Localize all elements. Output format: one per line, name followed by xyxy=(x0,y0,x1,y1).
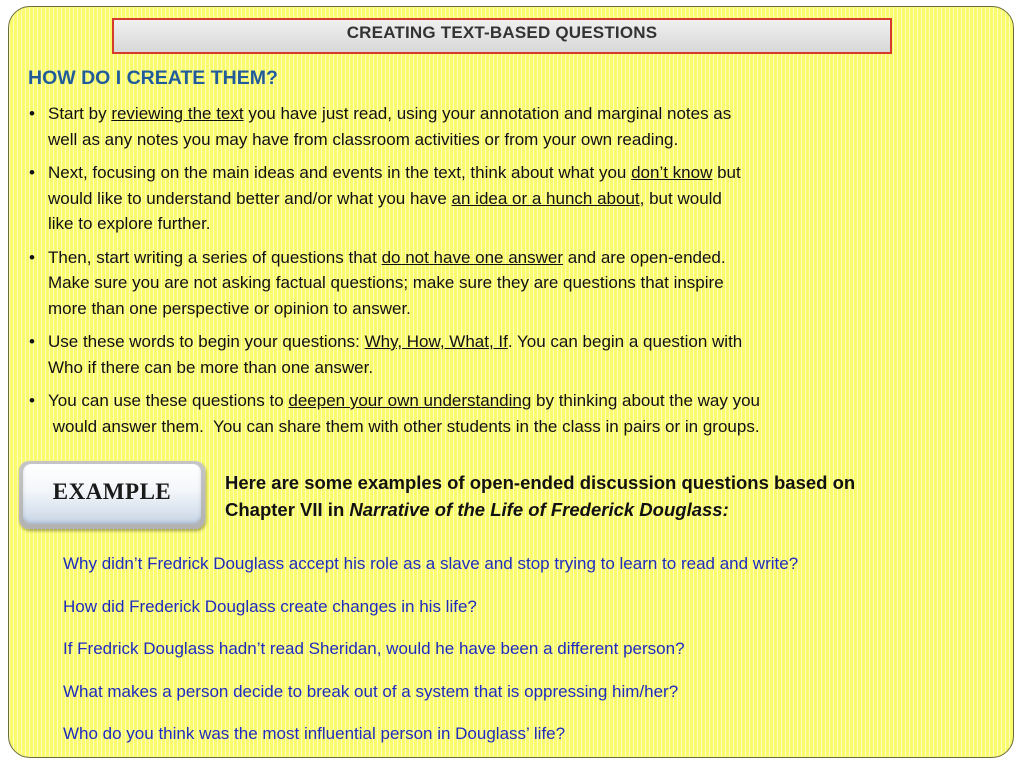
bullet-text: Make sure you are not asking factual questions; make sure they are questions that inspire xyxy=(48,273,724,292)
bullet-text: Use these words to begin your questions: xyxy=(48,332,365,351)
bullet-underlined-text: reviewing the text xyxy=(111,104,244,123)
example-label: EXAMPLE xyxy=(52,479,172,504)
bullet-text: , but would xyxy=(639,188,722,208)
bullet-item xyxy=(29,101,1004,152)
bullet-text: . You can begin a question with xyxy=(507,332,743,351)
intro-text: Chapter VII in xyxy=(225,499,350,520)
example-questions xyxy=(63,553,1013,758)
bullet-item xyxy=(29,329,1004,380)
bullet-text: Next, focusing on the main ideas and events in the text, think about what you xyxy=(48,163,632,182)
example-question: What makes a person decide to break out of a system that is oppressing him/her? xyxy=(63,681,679,701)
example-question: How did Frederick Douglass create changes in his life? xyxy=(63,596,477,616)
bullet-text: by thinking about the way you xyxy=(531,391,760,410)
bullet-text: and are open-ended. xyxy=(563,247,726,267)
bullet-underlined-text: do not have one answer xyxy=(381,247,564,267)
bullet-icon: • xyxy=(29,104,35,123)
bullet-icon: • xyxy=(29,247,35,267)
bullet-text: would like to understand better and/or what you have xyxy=(48,188,452,208)
intro-text: Here are some examples of open-ended discussion questions based on xyxy=(225,472,856,493)
bullet-text: Start by xyxy=(48,104,112,123)
example-button[interactable] xyxy=(19,461,205,529)
bullet-text: would answer them. You can share them with other students in the class in pairs or in groups. xyxy=(48,416,760,436)
bullet-item xyxy=(29,160,1004,237)
bullet-icon: • xyxy=(29,332,35,351)
example-intro xyxy=(225,469,1014,523)
slide-title: CREATING TEXT-BASED QUESTIONS xyxy=(346,23,658,42)
bullet-icon: • xyxy=(29,163,35,182)
bullet-icon: • xyxy=(29,391,35,410)
title-banner xyxy=(112,18,892,54)
example-question: Why didn’t Fredrick Douglass accept his role as a slave and stop trying to learn to read and write? xyxy=(63,554,799,573)
bullet-text: like to explore further. xyxy=(48,214,211,233)
bullet-underlined-text: Why, How, What, If xyxy=(364,332,508,351)
slide xyxy=(8,6,1014,758)
bullet-text: you have just read, using your annotation and marginal notes as xyxy=(243,104,732,123)
bullet-text: Who if there can be more than one answer. xyxy=(48,357,374,377)
bullet-underlined-text: an idea or a hunch about xyxy=(451,188,640,208)
bullet-text: well as any notes you may have from classroom activities or from your own reading. xyxy=(48,129,679,149)
bullet-text: more than one perspective or opinion to answer. xyxy=(48,298,411,318)
instruction-list xyxy=(29,101,1004,447)
book-title: Narrative of the Life of Frederick Douglass: xyxy=(349,499,729,520)
bullet-item xyxy=(29,388,1004,439)
section-heading: HOW DO I CREATE THEM? xyxy=(28,67,278,89)
bullet-underlined-text: don’t know xyxy=(631,163,713,182)
example-question: If Fredrick Douglass hadn’t read Sheridan, would he have been a different person? xyxy=(63,639,685,658)
bullet-text: but xyxy=(712,163,741,182)
bullet-text: Then, start writing a series of questions that xyxy=(48,247,382,267)
bullet-underlined-text: deepen your own understanding xyxy=(288,391,532,410)
bullet-text: You can use these questions to xyxy=(48,391,289,410)
bullet-item xyxy=(29,245,1004,322)
example-question: Who do you think was the most influential person in Douglass’ life? xyxy=(63,724,566,743)
